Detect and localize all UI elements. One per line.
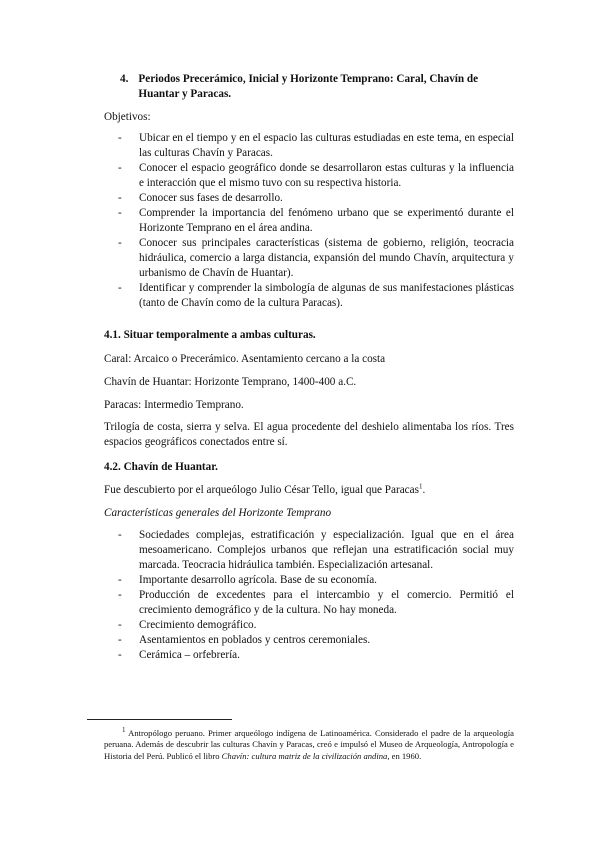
footnote-separator [87,719,232,720]
footnote-text-a: Antropólogo peruano. Primer arqueólogo indígena de Latinoamérica. Considerado el padre de la arqueología peruana. Además de descubrir las culturas Chavín y Paracas, creó e impulsó el Museo de Arqueología, Antropología e Historia del Perú. Publicó el libro [104,728,514,761]
section-heading [104,72,514,102]
footnote-book-title: Chavín: cultura matriz de la civilización andina [221,750,388,761]
list-item: - Identificar y comprender la simbología de algunas de sus manifestaciones plásticas (tanto de Chavín como de la cultura Paracas). [104,281,514,311]
footnote-mark: 1 [122,726,126,735]
objetivos-label: Objetivos: [104,111,151,123]
section-number: 4. [120,73,129,85]
list-item: - Crecimiento demográfico. [104,618,514,633]
caracteristicas-heading: Características generales del Horizonte Temprano [104,507,332,519]
list-item: - Cerámica – orfebrería. [104,648,514,663]
intro-text: Fue descubierto por el arqueólogo Julio César Tello, igual que Paracas [104,484,419,496]
list-item: - Conocer sus principales características (sistema de gobierno, religión, teocracia hidráulica, comercio a larga distancia, expansión del mundo Chavín, arquitectura y urbanismo de Chavín de Huantar). [104,236,514,281]
list-item: - Producción de excedentes para el intercambio y el comercio. Permitió el crecimiento demográfico y de la cultura. No hay moneda. [104,588,514,618]
subsection-4-1-title: 4.1. Situar temporalmente a ambas culturas. [104,329,316,341]
objetivos-list [104,131,514,311]
footnote-text-b: , en 1960. [387,750,422,761]
paracas-line: Paracas: Intermedio Temprano. [104,399,244,411]
subsection-4-2-title: 4.2. Chavín de Huantar. [104,461,218,473]
list-item: - Importante desarrollo agrícola. Base de su economía. [104,573,514,588]
footnote-ref[interactable]: 1 [418,482,423,491]
list-item: - Conocer sus fases de desarrollo. [104,191,514,206]
section-title: Periodos Precerámico, Inicial y Horizonte Temprano: Caral, Chavín de Huantar y Paracas. [138,73,479,100]
caracteristicas-list [104,528,514,663]
caral-line: Caral: Arcaico o Precerámico. Asentamiento cercano a la costa [104,353,386,365]
chavin-line: Chavín de Huantar: Horizonte Temprano, 1400-400 a.C. [104,376,357,388]
trilogia-paragraph: Trilogía de costa, sierra y selva. El agua procedente del deshielo alimentaba los ríos. Tres espacios geográficos conectados entre sí. [104,421,514,448]
list-item: - Sociedades complejas, estratificación y especialización. Igual que en el área mesoamericano. Complejos urbanos que reflejan una estratificación social muy marcada. Teocracia hidráulica también. Especialización artesanal. [104,528,514,573]
list-item: - Asentamientos en poblados y centros ceremoniales. [104,633,514,648]
intro-period: . [422,484,426,496]
list-item: - Comprender la importancia del fenómeno urbano que se experimentó durante el Horizonte Temprano en el área andina. [104,206,514,236]
intro-paragraph [104,483,514,498]
list-item: - Ubicar en el tiempo y en el espacio las culturas estudiadas en este tema, en especial las culturas Chavín y Paracas. [104,131,514,161]
list-item: - Conocer el espacio geográfico donde se desarrollaron estas culturas y la influencia e interacción que el mismo tuvo con su respectiva historia. [104,161,514,191]
footnote [104,728,514,762]
